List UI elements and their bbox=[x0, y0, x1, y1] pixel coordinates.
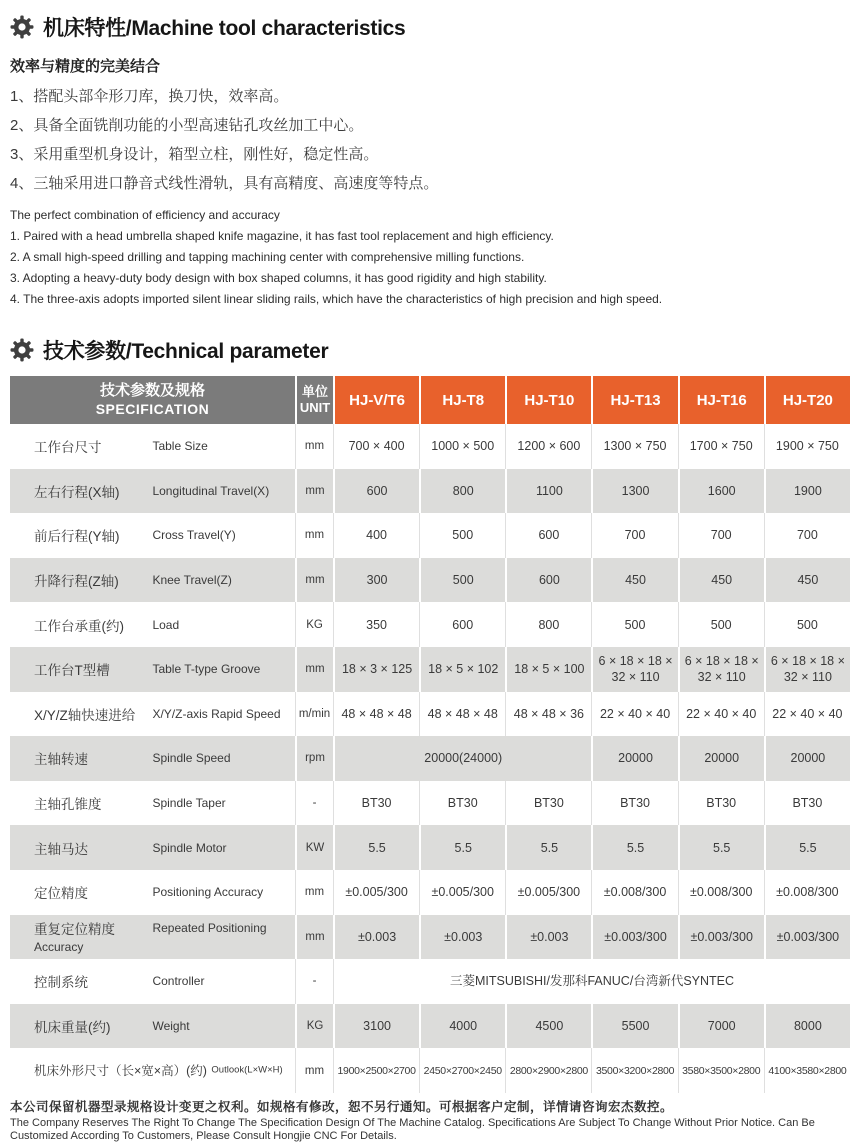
parameter-value-cell: 700 bbox=[764, 513, 850, 558]
parameter-value-cell: 400 bbox=[333, 513, 419, 558]
parameter-label-en: X/Y/Z-axis Rapid Speed bbox=[152, 706, 281, 721]
table-header-row bbox=[10, 376, 850, 424]
parameter-value-cell: ±0.008/300 bbox=[678, 870, 764, 915]
parameter-label-cell bbox=[10, 781, 295, 826]
parameter-value-cell: 600 bbox=[333, 469, 419, 514]
parameter-value-cell: 5.5 bbox=[505, 825, 591, 870]
parameter-value-cell: 20000 bbox=[764, 736, 850, 781]
parameter-value-cell: 48 × 48 × 36 bbox=[505, 692, 591, 737]
unit-header bbox=[295, 376, 333, 424]
parameter-label-zh: 升降行程(Z轴) bbox=[34, 574, 119, 590]
parameter-value-cell: 700 bbox=[591, 513, 677, 558]
parameter-label-en: Controller bbox=[152, 974, 205, 989]
parameter-label-zh: 重复定位精度 bbox=[34, 921, 115, 937]
parameter-unit-cell: rpm bbox=[295, 736, 333, 781]
parameter-value-cell: ±0.003 bbox=[505, 915, 591, 960]
model-header: HJ-T20 bbox=[764, 376, 850, 424]
parameter-row bbox=[10, 558, 850, 603]
parameter-value-cell: ±0.005/300 bbox=[333, 870, 419, 915]
parameter-label-en: Spindle Taper bbox=[152, 796, 226, 811]
parameter-unit-cell: mm bbox=[295, 424, 333, 469]
feature-item-en: 2. A small high-speed drilling and tapping machining center with comprehensive milling functions. bbox=[10, 250, 525, 264]
model-header: HJ-T13 bbox=[591, 376, 677, 424]
feature-item-en: 4. The three-axis adopts imported silent linear sliding rails, which have the characteristics of high precision and high speed. bbox=[10, 292, 663, 306]
parameter-value-cell: BT30 bbox=[678, 781, 764, 826]
parameter-row bbox=[10, 736, 850, 781]
model-header: HJ-T16 bbox=[678, 376, 764, 424]
parameter-value-cell: 5.5 bbox=[419, 825, 505, 870]
parameter-label-en: Weight bbox=[152, 1019, 190, 1034]
parameter-value-cell: 1200 × 600 bbox=[505, 424, 591, 469]
parameter-unit-cell: KG bbox=[295, 602, 333, 647]
gear-icon bbox=[10, 338, 34, 362]
feature-item-zh: 4、三轴采用进口静音式线性滑轨，具有高精度、高速度等特点。 bbox=[10, 175, 439, 192]
parameter-value-cell: 500 bbox=[419, 558, 505, 603]
parameter-row bbox=[10, 781, 850, 826]
parameter-value-cell: BT30 bbox=[764, 781, 850, 826]
parameter-value-cell: ±0.003 bbox=[333, 915, 419, 960]
parameter-label-cell bbox=[10, 424, 295, 469]
parameter-value-cell: 450 bbox=[678, 558, 764, 603]
parameter-label-zh: 工作台尺寸 bbox=[34, 440, 102, 456]
parameter-label-zh: 主轴孔锥度 bbox=[34, 797, 102, 813]
parameter-value-cell: BT30 bbox=[333, 781, 419, 826]
parameter-label-cell bbox=[10, 602, 295, 647]
technical-parameter-table bbox=[10, 376, 850, 1093]
parameter-unit-cell: mm bbox=[295, 513, 333, 558]
parameter-value-cell: ±0.005/300 bbox=[419, 870, 505, 915]
spec-header-zh: 技术参数及规格 bbox=[99, 382, 205, 399]
spec-header-en: SPECIFICATION bbox=[95, 401, 210, 417]
parameter-label-zh: 主轴马达 bbox=[34, 841, 88, 857]
parameter-label-cell bbox=[10, 736, 295, 781]
parameter-value-cell: 4000 bbox=[419, 1004, 505, 1049]
parameter-label-en: Outlook(L×W×H) bbox=[211, 1064, 283, 1076]
model-header: HJ-T8 bbox=[419, 376, 505, 424]
parameter-value-cell: 300 bbox=[333, 558, 419, 603]
technical-parameter-header bbox=[10, 335, 850, 365]
parameter-value-cell: 6 × 18 × 18 × 32 × 110 bbox=[764, 647, 850, 692]
parameter-label-en: Spindle Speed bbox=[152, 751, 231, 766]
feature-item-zh: 1、搭配头部伞形刀库，换刀快，效率高。 bbox=[10, 88, 289, 105]
parameter-value-cell: 3100 bbox=[333, 1004, 419, 1049]
parameter-label-en: Longitudinal Travel(X) bbox=[152, 483, 270, 498]
parameter-unit-cell: mm bbox=[295, 915, 333, 960]
parameter-value-cell: 3580×3500×2800 bbox=[678, 1048, 764, 1093]
parameter-row bbox=[10, 424, 850, 469]
parameter-label-cell bbox=[10, 1004, 295, 1049]
parameter-label-cell bbox=[10, 959, 295, 1004]
parameter-value-cell: 5.5 bbox=[591, 825, 677, 870]
parameter-row bbox=[10, 513, 850, 558]
parameter-label-cell bbox=[10, 825, 295, 870]
model-header: HJ-T10 bbox=[505, 376, 591, 424]
machine-characteristics-header bbox=[10, 12, 850, 42]
parameter-value-cell: 5500 bbox=[591, 1004, 677, 1049]
parameter-value-cell: ±0.003/300 bbox=[591, 915, 677, 960]
feature-item-en: 3. Adopting a heavy-duty body design with box shaped columns, it has good rigidity and high stability. bbox=[10, 271, 547, 285]
parameter-label-en: Repeated Positioning Accuracy bbox=[34, 920, 267, 954]
parameter-value-cell: 48 × 48 × 48 bbox=[333, 692, 419, 737]
parameter-unit-cell: mm bbox=[295, 558, 333, 603]
parameter-value-cell: 1300 × 750 bbox=[591, 424, 677, 469]
parameter-value-cell: 三菱MITSUBISHI/发那科FANUC/台湾新代SYNTEC bbox=[333, 959, 850, 1004]
parameter-unit-cell: - bbox=[295, 781, 333, 826]
gear-icon bbox=[10, 15, 34, 39]
parameter-value-cell: 350 bbox=[333, 602, 419, 647]
parameter-value-cell: 1700 × 750 bbox=[678, 424, 764, 469]
parameter-label-zh: 机床重量(约) bbox=[34, 1020, 111, 1036]
parameter-row bbox=[10, 915, 850, 960]
parameter-value-cell: 1600 bbox=[678, 469, 764, 514]
parameter-row bbox=[10, 469, 850, 514]
parameter-label-zh: 定位精度 bbox=[34, 886, 88, 902]
parameter-value-cell: 450 bbox=[764, 558, 850, 603]
parameter-value-cell: 18 × 5 × 102 bbox=[419, 647, 505, 692]
parameter-label-cell bbox=[10, 915, 295, 960]
parameter-value-cell: 1900×2500×2700 bbox=[333, 1048, 419, 1093]
feature-list-zh bbox=[10, 82, 850, 198]
parameter-value-cell: 7000 bbox=[678, 1004, 764, 1049]
parameter-label-en: Positioning Accuracy bbox=[152, 885, 264, 900]
parameter-value-cell: 6 × 18 × 18 × 32 × 110 bbox=[678, 647, 764, 692]
parameter-value-cell: 4100×3580×2800 bbox=[764, 1048, 850, 1093]
parameter-value-cell: 800 bbox=[419, 469, 505, 514]
parameter-value-cell: ±0.003/300 bbox=[678, 915, 764, 960]
parameter-value-cell: 1000 × 500 bbox=[419, 424, 505, 469]
footer-note-en: The Company Reserves The Right To Change The Specification Design Of The Machine Catalog. Specifications Are Subject To Change Without Prior Notice. Can Be Customized According To Customers, Please Consult Hongjie CNC For Details. bbox=[10, 1116, 815, 1143]
parameter-label-en: Knee Travel(Z) bbox=[152, 573, 232, 588]
unit-header-en: UNIT bbox=[299, 400, 331, 415]
parameter-unit-cell: mm bbox=[295, 647, 333, 692]
model-header: HJ-V/T6 bbox=[333, 376, 419, 424]
parameter-value-cell: 48 × 48 × 48 bbox=[419, 692, 505, 737]
parameter-value-cell: 5.5 bbox=[764, 825, 850, 870]
parameter-label-cell bbox=[10, 558, 295, 603]
parameter-value-cell: 8000 bbox=[764, 1004, 850, 1049]
parameter-label-cell bbox=[10, 469, 295, 514]
parameter-value-cell: 6 × 18 × 18 × 32 × 110 bbox=[591, 647, 677, 692]
feature-list-en bbox=[10, 205, 850, 310]
parameter-value-cell: 500 bbox=[764, 602, 850, 647]
parameter-label-zh: 主轴转速 bbox=[34, 752, 88, 768]
parameter-value-cell: ±0.008/300 bbox=[591, 870, 677, 915]
parameter-value-cell: 18 × 3 × 125 bbox=[333, 647, 419, 692]
parameter-value-cell: 600 bbox=[419, 602, 505, 647]
parameter-label-zh: 控制系统 bbox=[34, 975, 88, 991]
parameter-value-cell: 20000 bbox=[591, 736, 677, 781]
parameter-value-cell: BT30 bbox=[591, 781, 677, 826]
parameter-unit-cell: - bbox=[295, 959, 333, 1004]
footer-note-zh: 本公司保留机器型录规格设计变更之权利。如规格有修改，恕不另行通知。可根据客户定制，详情请咨询宏杰数控。 bbox=[10, 1099, 674, 1114]
parameter-value-cell: 5.5 bbox=[333, 825, 419, 870]
parameter-unit-cell: mm bbox=[295, 1048, 333, 1093]
parameter-label-zh: X/Y/Z轴快速进给 bbox=[34, 707, 136, 723]
parameter-row bbox=[10, 647, 850, 692]
parameter-row bbox=[10, 602, 850, 647]
parameter-label-cell bbox=[10, 647, 295, 692]
unit-header-zh: 单位 bbox=[301, 384, 328, 399]
parameter-value-cell: 22 × 40 × 40 bbox=[764, 692, 850, 737]
parameter-value-cell: ±0.003 bbox=[419, 915, 505, 960]
parameter-value-cell: 1300 bbox=[591, 469, 677, 514]
spec-header bbox=[10, 376, 295, 424]
parameter-value-cell: 600 bbox=[505, 513, 591, 558]
parameter-label-cell bbox=[10, 1048, 295, 1093]
parameter-row bbox=[10, 1004, 850, 1049]
feature-item-zh: 2、具备全面铣削功能的小型高速钻孔攻丝加工中心。 bbox=[10, 117, 364, 134]
parameter-value-cell: 5.5 bbox=[678, 825, 764, 870]
parameter-label-zh: 机床外形尺寸（长×宽×高）(约) bbox=[34, 1064, 207, 1079]
parameter-row bbox=[10, 959, 850, 1004]
parameter-row bbox=[10, 825, 850, 870]
parameter-value-cell: ±0.003/300 bbox=[764, 915, 850, 960]
parameter-label-cell bbox=[10, 692, 295, 737]
section1-title: 机床特性/Machine tool characteristics bbox=[43, 17, 406, 40]
parameter-label-zh: 工作台承重(约) bbox=[34, 618, 124, 634]
parameter-label-cell bbox=[10, 513, 295, 558]
parameter-value-cell: 500 bbox=[678, 602, 764, 647]
parameter-label-en: Table Size bbox=[152, 439, 208, 454]
parameter-label-en: Cross Travel(Y) bbox=[152, 528, 236, 543]
parameter-value-cell: 4500 bbox=[505, 1004, 591, 1049]
parameter-unit-cell: m/min bbox=[295, 692, 333, 737]
parameter-label-en: Table T-type Groove bbox=[152, 662, 261, 677]
parameter-value-cell: 1100 bbox=[505, 469, 591, 514]
parameter-value-cell: 600 bbox=[505, 558, 591, 603]
parameter-value-cell: 3500×3200×2800 bbox=[591, 1048, 677, 1093]
parameter-value-cell: 20000 bbox=[678, 736, 764, 781]
parameter-value-cell: 20000(24000) bbox=[333, 736, 591, 781]
parameter-value-cell: 1900 bbox=[764, 469, 850, 514]
parameter-row bbox=[10, 870, 850, 915]
parameter-row bbox=[10, 692, 850, 737]
parameter-label-en: Load bbox=[152, 617, 180, 632]
feature-intro-en: The perfect combination of efficiency and accuracy bbox=[10, 208, 280, 222]
parameter-value-cell: 22 × 40 × 40 bbox=[678, 692, 764, 737]
section1-subtitle: 效率与精度的完美结合 bbox=[10, 58, 161, 75]
parameter-value-cell: 2800×2900×2800 bbox=[505, 1048, 591, 1093]
parameter-label-zh: 前后行程(Y轴) bbox=[34, 529, 120, 545]
parameter-value-cell: BT30 bbox=[419, 781, 505, 826]
parameter-value-cell: 800 bbox=[505, 602, 591, 647]
feature-item-zh: 3、采用重型机身设计，箱型立柱，刚性好，稳定性高。 bbox=[10, 146, 379, 163]
parameter-value-cell: 500 bbox=[591, 602, 677, 647]
parameter-value-cell: 18 × 5 × 100 bbox=[505, 647, 591, 692]
footer bbox=[10, 1099, 850, 1144]
parameter-value-cell: 450 bbox=[591, 558, 677, 603]
feature-item-en: 1. Paired with a head umbrella shaped knife magazine, it has fast tool replacement and high efficiency. bbox=[10, 229, 554, 243]
parameter-value-cell: ±0.008/300 bbox=[764, 870, 850, 915]
parameter-value-cell: 700 × 400 bbox=[333, 424, 419, 469]
parameter-unit-cell: mm bbox=[295, 469, 333, 514]
parameter-label-cell bbox=[10, 870, 295, 915]
parameter-value-cell: 700 bbox=[678, 513, 764, 558]
parameter-label-zh: 工作台T型槽 bbox=[34, 663, 110, 679]
parameter-value-cell: 22 × 40 × 40 bbox=[591, 692, 677, 737]
parameter-row bbox=[10, 1048, 850, 1093]
parameter-unit-cell: mm bbox=[295, 870, 333, 915]
parameter-unit-cell: KG bbox=[295, 1004, 333, 1049]
section2-title: 技术参数/Technical parameter bbox=[43, 340, 329, 363]
parameter-value-cell: BT30 bbox=[505, 781, 591, 826]
parameter-value-cell: 2450×2700×2450 bbox=[419, 1048, 505, 1093]
parameter-label-zh: 左右行程(X轴) bbox=[34, 484, 120, 500]
parameter-unit-cell: KW bbox=[295, 825, 333, 870]
parameter-value-cell: 1900 × 750 bbox=[764, 424, 850, 469]
parameter-value-cell: ±0.005/300 bbox=[505, 870, 591, 915]
parameter-label-en: Spindle Motor bbox=[152, 840, 227, 855]
parameter-value-cell: 500 bbox=[419, 513, 505, 558]
